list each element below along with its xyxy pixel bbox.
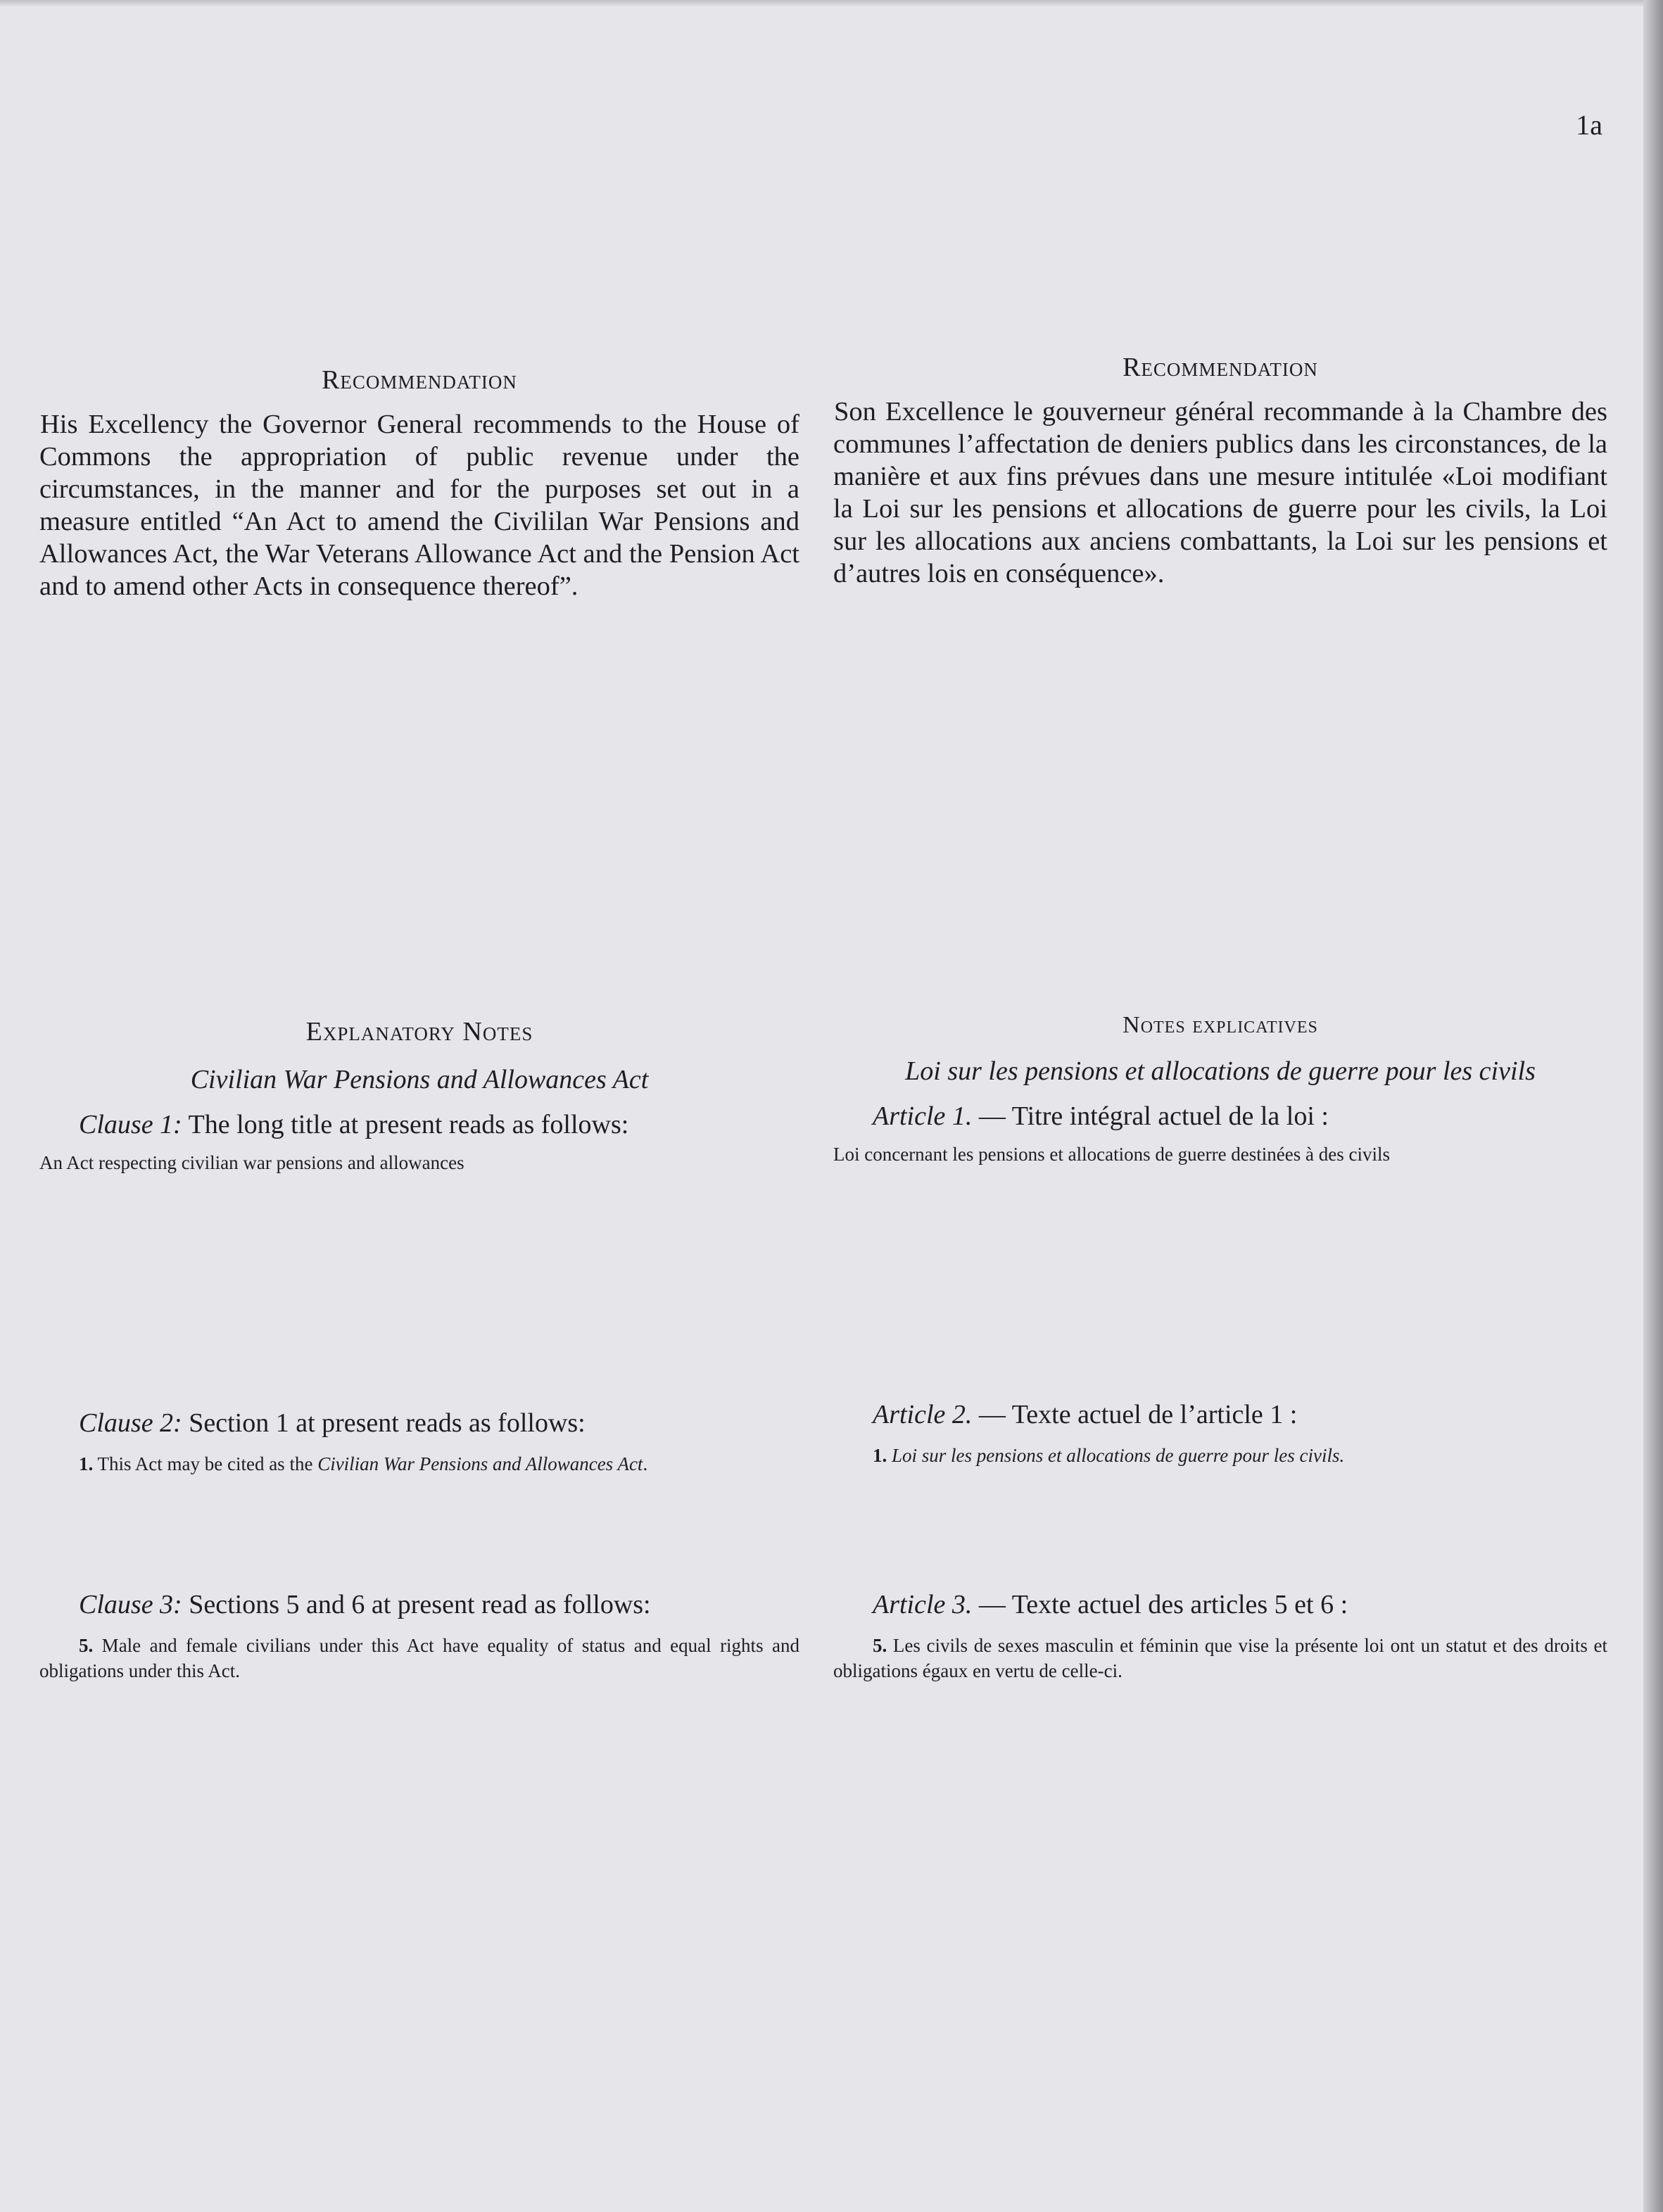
- clause-3-label: Clause 3:: [79, 1590, 182, 1619]
- article-2-text: — Texte actuel de l’article 1 :: [972, 1400, 1298, 1429]
- article-2-body: [833, 1443, 1607, 1468]
- article-2-number: 1.: [873, 1445, 887, 1466]
- article-2-label: Article 2.: [873, 1400, 973, 1429]
- loi-title: Loi sur les pensions et allocations de guerre pour les civils: [905, 1056, 1536, 1086]
- act-title: Civilian War Pensions and Allowances Act: [190, 1065, 649, 1094]
- clause-1-heading: [39, 1109, 799, 1140]
- article-3-number: 5.: [873, 1635, 887, 1656]
- article-1-heading: [833, 1101, 1607, 1132]
- clause-2-number: 1.: [79, 1453, 94, 1474]
- clause-2-text: Section 1 at present reads as follows:: [182, 1408, 586, 1438]
- article-3-body-text: Les civils de sexes masculin et féminin que vise la présente loi ont un statut et des droits et obligations égaux en vertu de celle-ci.: [833, 1635, 1607, 1681]
- page-top-shadow: [0, 0, 1663, 7]
- clause-3-body: [39, 1633, 799, 1683]
- article-1-text: — Titre intégral actuel de la loi :: [972, 1101, 1329, 1131]
- article-2-body-text: Loi sur les pensions et allocations de guerre pour les civils.: [887, 1445, 1345, 1466]
- recommendation-text: His Excellency the Governor General recommends to the House of Commons the appropriation of public revenue under the circumstances, in the manner and for the purposes set out in a measure entitled “An Act to amend the Civililan War Pensions and Allowances Act, the War Veterans Allowance Act and the Pension Act and to amend other Acts in consequence thereof”.: [39, 410, 799, 601]
- recommandation-text: Son Excellence le gouverneur général recommande à la Chambre des communes l’affectation de deniers publics dans les circonstances, de la manière et aux fins prévues dans une mesure intitulée «Loi modifiant la Loi sur les pensions et allocations de guerre pour les civils, la Loi sur les allocations aux anciens combattants, la Loi sur les pensions et d’autres lois en conséquence».: [833, 397, 1607, 588]
- article-3-heading: [833, 1589, 1607, 1620]
- clause-1-label: Clause 1:: [79, 1110, 182, 1139]
- article-2-heading: [833, 1399, 1607, 1430]
- recommandation-heading: Recommendation: [1123, 353, 1318, 382]
- article-3-body: [833, 1633, 1607, 1683]
- clause-3-number: 5.: [79, 1635, 94, 1656]
- article-3-text: — Texte actuel des articles 5 et 6 :: [972, 1590, 1348, 1619]
- clause-2-body-end: .: [643, 1453, 648, 1474]
- article-3-label: Article 3.: [873, 1590, 973, 1619]
- clause-3-heading: [39, 1589, 799, 1620]
- article-1-label: Article 1.: [873, 1101, 973, 1131]
- explanatory-notes-heading: Explanatory Notes: [305, 1017, 533, 1047]
- notes-explicatives-heading: Notes explicatives: [1123, 1012, 1318, 1038]
- clause-1-text: The long title at present reads as follows:: [182, 1110, 629, 1139]
- clause-2-heading: [39, 1408, 799, 1439]
- article-1-body: Loi concernant les pensions et allocations de guerre destinées à des civils: [833, 1144, 1390, 1165]
- clause-2-label: Clause 2:: [79, 1408, 182, 1438]
- page-number: 1a: [1576, 109, 1602, 141]
- clause-3-body-text: Male and female civilians under this Act have equality of status and equal rights and obligations under this Act.: [39, 1635, 799, 1681]
- clause-2-body: [39, 1451, 799, 1477]
- clause-3-text: Sections 5 and 6 at present read as follows:: [182, 1590, 651, 1619]
- page-edge-shadow: [1643, 0, 1663, 2212]
- clause-2-body-text: This Act may be cited as the: [93, 1453, 318, 1474]
- clause-1-body: An Act respecting civilian war pensions and allowances: [39, 1152, 464, 1173]
- recommendation-heading: Recommendation: [322, 365, 517, 395]
- clause-2-act-name: Civilian War Pensions and Allowances Act: [317, 1453, 643, 1474]
